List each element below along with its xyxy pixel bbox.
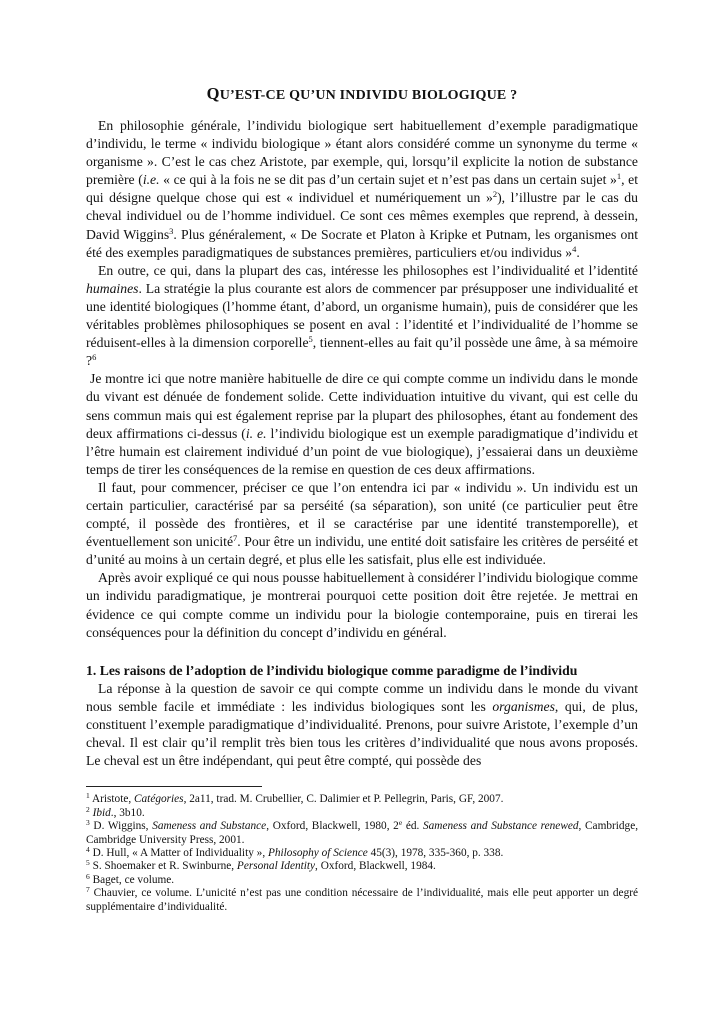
text-run: , et qui désigne quelque chose qui est « individuel et numériquement un » xyxy=(86,172,638,206)
italic-run: Catégories xyxy=(134,793,184,806)
text-run: En philosophie générale, l’individu biologique sert habituellement d’exemple paradigmatique d’individu, le terme « individu biologique » étant alors considéré comme un synonyme du terme « organisme ». C’est le cas chez Aristote, par exemple, qui, lorsqu’il explicite la notion de substance première ( xyxy=(86,118,638,188)
footnote-ref-5[interactable]: 5 xyxy=(308,334,313,345)
footnote-number: 1 xyxy=(86,791,90,801)
italic-run: Philosophy of Science xyxy=(267,846,368,859)
footnote-ref-6[interactable]: 6 xyxy=(92,352,97,363)
text-run: , tiennent-elles au fait qu’il possède une âme, à sa mémoire ? xyxy=(86,335,638,369)
title-initial: Q xyxy=(206,84,220,103)
text-run: 45(3), 1978, 335-360, p. 338. xyxy=(367,846,504,859)
footnote-ref-2[interactable]: 2 xyxy=(492,189,498,200)
page-body xyxy=(86,84,638,914)
text-run: D. Hull, « A Matter of Individuality », xyxy=(89,846,268,859)
footnote-number: 4 xyxy=(86,844,90,854)
italic-run: i.e. xyxy=(142,172,160,188)
text-run: . Plus généralement, « De Socrate et Platon à Kripke et Putnam, les organismes ont été des exemples paradigmatiques de substances premières, particuliers et/ou individus » xyxy=(86,226,638,260)
text-run: , qui, de plus, constituent l’exemple paradigmatique d’individualité. Prenons, pour suivre Aristote, l’exemple d’un cheval. Il est clair qu’il remplit très bien tous les critères d’individualité que nous avons proposés. Le cheval est un être indépendant, qui peut être compté, qui possède des xyxy=(86,698,638,769)
footnote-2 xyxy=(86,804,638,820)
footnotes xyxy=(86,793,638,914)
text-run: . xyxy=(576,244,580,260)
footnote-5 xyxy=(86,860,638,873)
text-run: , Oxford, Blackwell, 1984. xyxy=(315,860,436,873)
italic-run: humaines xyxy=(86,280,139,296)
italic-run: Sameness and Substance renewed xyxy=(423,820,579,833)
footnote-ref-4[interactable]: 4 xyxy=(572,243,577,254)
text-run: Chauvier, ce volume. L’unicité n’est pas une condition nécessaire de l’individualité, mais elle peut apporter un degré supplémentaire d’individualité. xyxy=(86,887,638,913)
italic-run: Sameness and Substance xyxy=(152,820,267,833)
text-run: , 2a11, trad. M. Crubellier, C. Dalimier et P. Pellegrin, Paris, GF, 2007. xyxy=(183,793,504,806)
paragraph-2 xyxy=(86,262,638,371)
footnote-number: 5 xyxy=(86,858,90,868)
text-run: éd. xyxy=(402,820,423,833)
superscript: e xyxy=(398,818,403,828)
footnote-number: 2 xyxy=(86,804,90,814)
text-run: Il faut, pour commencer, préciser ce que l’on entendra ici par « individu ». Un individu est un certain particulier, caractérisé par sa perséité (sa séparation), son unité (ce particulier peut être compté, il possède des frontières, et il se caractérise par une identité transtemporelle), et éventuellement son unicité xyxy=(86,479,638,550)
text-run: La réponse à la question de savoir ce qui compte comme un individu dans le monde du vivant nous semble facile et immédiate : les individus biologiques sont les xyxy=(86,680,638,714)
footnote-ref-3[interactable]: 3 xyxy=(169,225,174,236)
italic-run: i. e. xyxy=(245,425,267,441)
footnote-number: 7 xyxy=(86,885,90,895)
footnote-3 xyxy=(86,820,638,847)
text-run: Après avoir expliqué ce qui nous pousse habituellement à considérer l’individu biologique comme un individu paradigmatique, je montrerai pourquoi cette position doit être rejetée. Je mettrai en évidence ce qui compte comme un individu pour la biologie contemporaine, puis en tirerai les conséquences pour la définition du concept d’individu en général. xyxy=(86,570,638,640)
title-rest: U’EST-CE QU’UN INDIVIDU BIOLOGIQUE ? xyxy=(219,88,518,103)
paragraph-1 xyxy=(86,117,638,262)
text-run: Baget, ce volume. xyxy=(89,873,175,886)
text-run: l’individu biologique est un exemple paradigmatique d’individu et l’être humain est clairement individué d’un point de vue biologique), j’essaierai dans un deuxième temps de tirer les conséquences de la remise en question de ces deux affirmations. xyxy=(86,425,638,477)
footnote-number: 6 xyxy=(86,871,90,881)
footnote-1 xyxy=(86,793,638,806)
text-run: En outre, ce qui, dans la plupart des cas, intéresse les philosophes est l’individualité et l’identité xyxy=(98,262,638,278)
footnote-4 xyxy=(86,844,638,860)
italic-run: organismes xyxy=(492,698,555,714)
text-run: S. Shoemaker et R. Swinburne, xyxy=(89,860,237,873)
footnote-separator xyxy=(86,786,262,787)
footnote-ref-7[interactable]: 7 xyxy=(233,533,238,544)
text-run: . La stratégie la plus courante est alors de commencer par présupposer une individualité et une identité biologiques (l’homme étant, d’abord, un organisme humain), puis de considérer que les véritables problèmes philosophiques se posent en aval : l’identité et l’individualité de l’homme se réduisent-elles à la dimension corporelle xyxy=(86,280,638,351)
text-run: ), l’illustre par le cas du cheval individuel ou de l’homme individuel. Ce sont ces mêmes exemples que reprend, à dessein, David Wiggins xyxy=(86,190,638,242)
paragraph-4 xyxy=(86,479,638,569)
text-run: ., 3b10. xyxy=(110,806,145,819)
text-run: Je montre ici que notre manière habituelle de dire ce qui compte comme un individu dans le monde du vivant est dénuée de fondement solide. Cette individuation intuitive du vivant, qui est celle du sens commun mais qui est également reprise par la plupart des philosophes, étant au fondement des deux affirmations ci-dessus ( xyxy=(86,371,638,441)
footnote-7 xyxy=(86,887,638,914)
footnote-ref-1[interactable]: 1 xyxy=(616,171,622,182)
text-run: , Cambridge, Cambridge University Press, 2001. xyxy=(86,820,639,846)
footnote-6 xyxy=(86,871,638,887)
footnote-number: 3 xyxy=(86,818,90,828)
text-run: . Pour être un individu, une entité doit satisfaire les critères de perséité et d’unité au moins à un certain degré, et plus elle les satisfait, plus elle est individuée. xyxy=(86,534,638,568)
page-title xyxy=(86,84,638,104)
paragraph-5 xyxy=(86,569,638,641)
paragraph-3 xyxy=(86,370,638,479)
italic-run: Personal Identity xyxy=(236,860,316,873)
text-run: D. Wiggins, xyxy=(89,820,153,833)
text-run: « ce qui à la fois ne se dit pas d’un certain sujet et n’est pas dans un certain sujet » xyxy=(159,172,617,188)
text-run: , Oxford, Blackwell, 1980, 2 xyxy=(266,820,399,833)
text-run: Aristote, xyxy=(89,793,134,806)
italic-run: Ibid xyxy=(92,806,111,819)
section-heading: 1. Les raisons de l’adoption de l’individu biologique comme paradigme de l’individu xyxy=(86,662,578,678)
paragraph-6 xyxy=(86,680,638,770)
